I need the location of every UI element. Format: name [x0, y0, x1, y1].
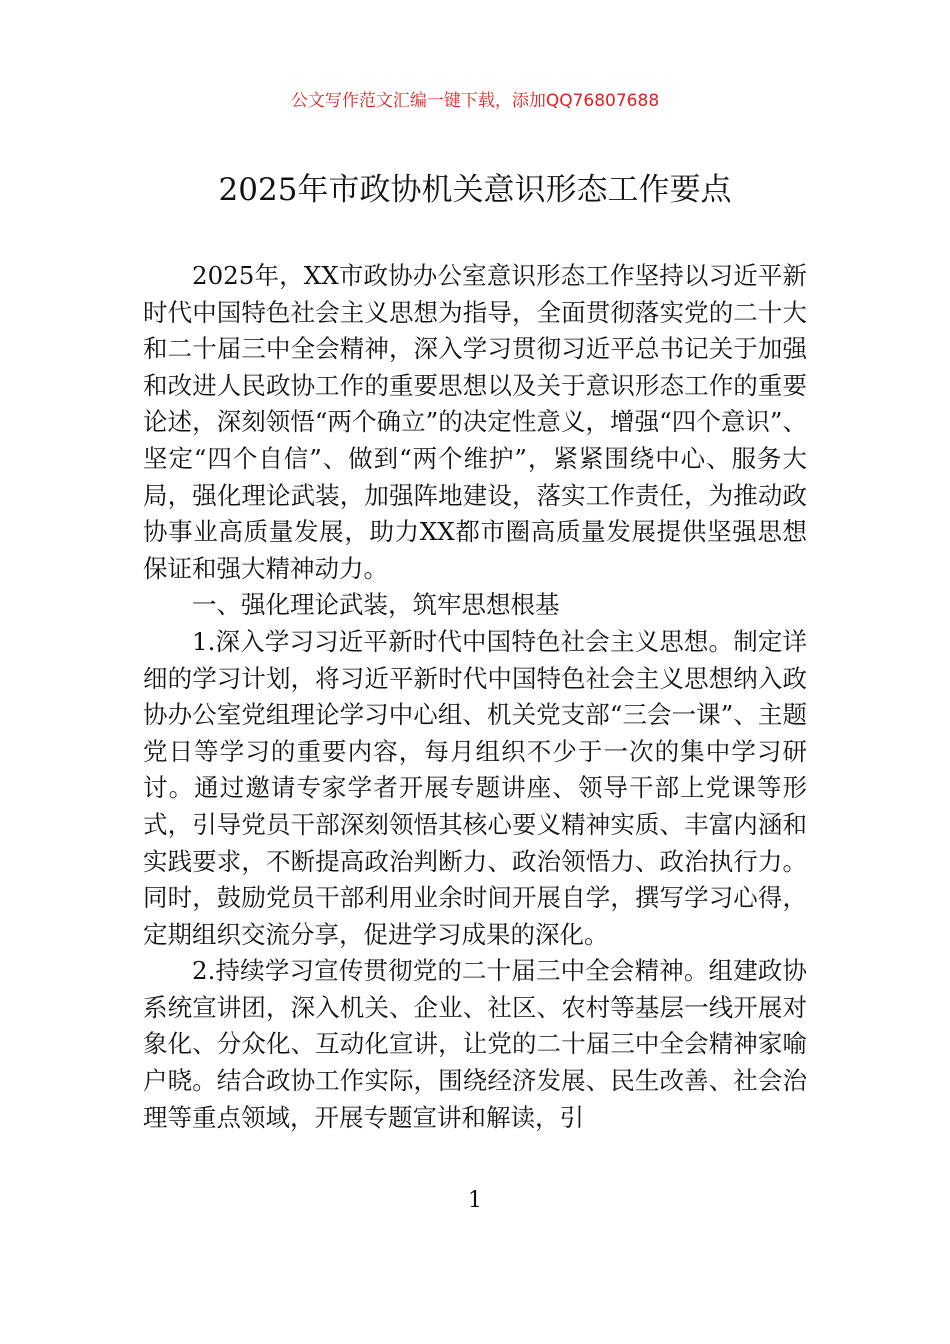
- document-body: [143, 258, 807, 1136]
- page-number: 1: [468, 1188, 482, 1213]
- section-heading: 一、强化理论武装，筑牢思想根基: [192, 590, 560, 620]
- item-paragraph-1: 1.深入学习习近平新时代中国特色社会主义思想。制定详细的学习计划，将习近平新时代中国特色社会主义思想纳入政协办公室党组理论学习中心组、机关党支部“三会一课”、主题党日等学习的重要内容，每月组织不少于一次的集中学习研讨。通过邀请专家学者开展专题讲座、领导干部上党课等形式，引导党员干部深刻领悟其核心要义精神实质、丰富内涵和实践要求，不断提高政治判断力、政治领悟力、政治执行力。同时，鼓励党员干部利用业余时间开展自学，撰写学习心得，定期组织交流分享，促进学习成果的深化。: [143, 626, 807, 949]
- document-title: 2025年市政协机关意识形态工作要点: [218, 172, 732, 208]
- intro-paragraph: 2025年，XX市政协办公室意识形态工作坚持以习近平新时代中国特色社会主义思想为指导，全面贯彻落实党的二十大和二十届三中全会精神，深入学习贯彻习近平总书记关于加强和改进人民政协工作的重要思想以及关于意识形态工作的重要论述，深刻领悟“两个确立”的决定性意义，增强“四个意识”、坚定“四个自信”、做到“两个维护”，紧紧围绕中心、服务大局，强化理论武装，加强阵地建设，落实工作责任，为推动政协事业高质量发展，助力XX都市圈高质量发展提供坚强思想保证和强大精神动力。: [143, 261, 807, 583]
- download-watermark: 公文写作范文汇编一键下载，添加QQ76807688: [290, 91, 660, 111]
- item-paragraph-2: 2.持续学习宣传贯彻党的二十届三中全会精神。组建政协系统宣讲团，深入机关、企业、社区、农村等基层一线开展对象化、分众化、互动化宣讲，让党的二十届三中全会精神家喻户晓。结合政协工作实际，围绕经济发展、民生改善、社会治理等重点领域，开展专题宣讲和解读，引: [143, 956, 807, 1132]
